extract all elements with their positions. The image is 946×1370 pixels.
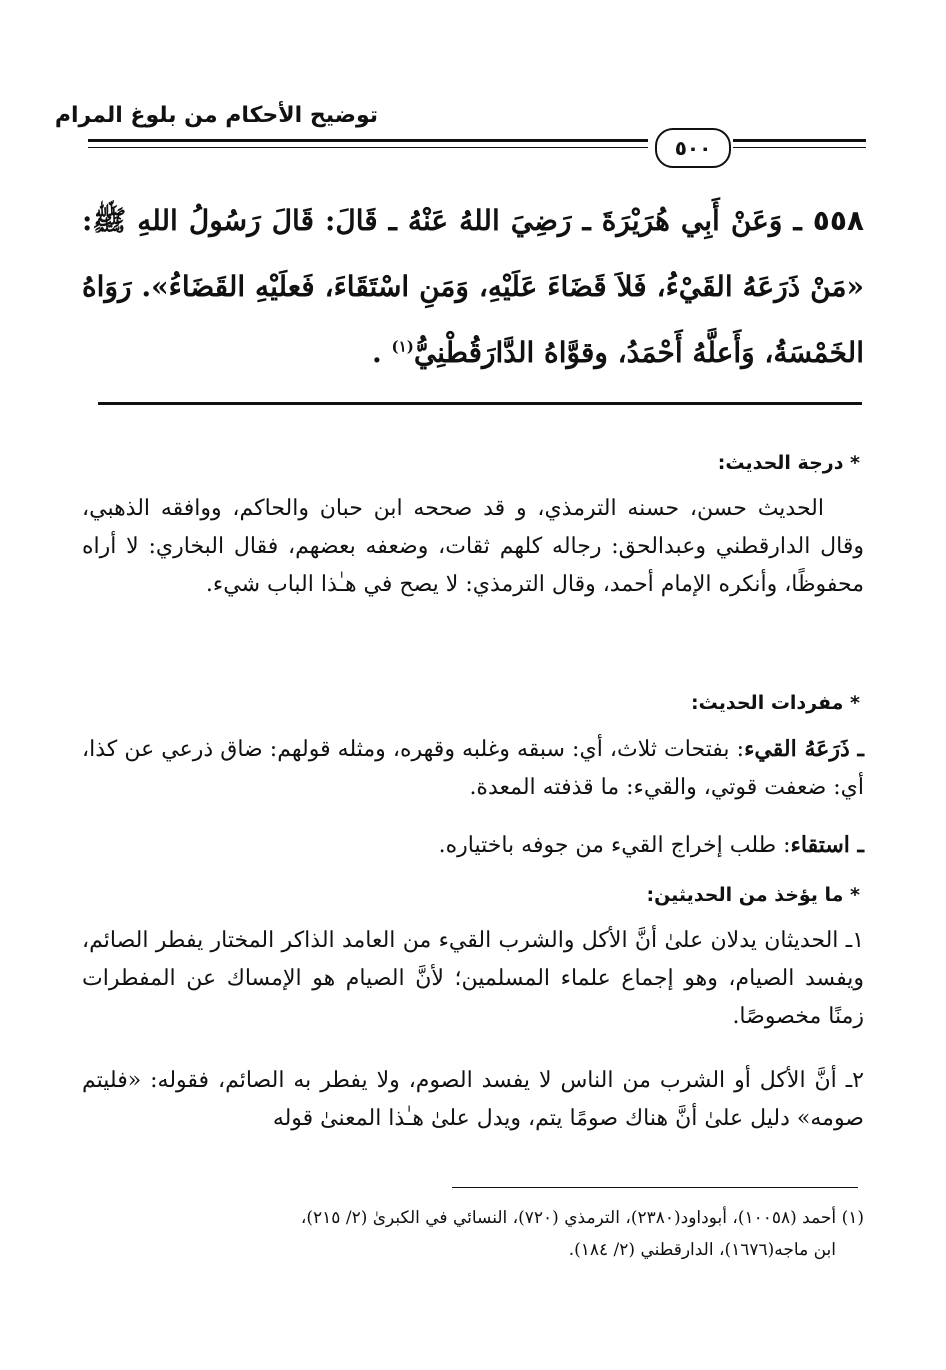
hadith-narration: . رَوَاهُ الخَمْسَةُ، وَأَعلَّهُ أَحْمَدُ، وقوَّاهُ الدَّارَقُطْنِيُّ bbox=[82, 270, 864, 369]
hadith-end: . bbox=[372, 336, 392, 369]
heading-lessons: * ما يؤخذ من الحديثين: bbox=[646, 884, 860, 906]
salutation-glyph: ﷺ bbox=[92, 204, 127, 237]
vocab-term: ـ استقاء bbox=[790, 832, 864, 858]
footnote-marker: (١) bbox=[841, 1208, 864, 1228]
page-number-badge: ٥٠٠ bbox=[655, 128, 731, 168]
lesson-item bbox=[82, 1062, 864, 1138]
footnote-rule bbox=[452, 1187, 858, 1188]
vocab-term: ـ ذَرَعَهُ القيء bbox=[744, 736, 864, 762]
header-rule-right-thin bbox=[733, 147, 866, 148]
footnote-line-2: ابن ماجه(١٦٧٦)، الدارقطني (٢/ ١٨٤). bbox=[568, 1240, 836, 1260]
header-rule-right bbox=[733, 139, 866, 142]
footnote-marker-ref: (١) bbox=[391, 337, 414, 356]
section-divider bbox=[98, 402, 862, 405]
lesson-number: ٢ـ bbox=[845, 1068, 864, 1093]
heading-vocab: * مفردات الحديث: bbox=[691, 692, 860, 714]
hadith-text bbox=[82, 188, 864, 386]
footnote-text-1: أحمد (١٠٠٥٨)، أبوداود(٢٣٨٠)، الترمذي (٧٢٠)، النسائي في الكبرىٰ (٢/ ٢١٥)، bbox=[300, 1208, 837, 1228]
header-rule-left-thin bbox=[88, 147, 648, 148]
lesson-text: أنَّ الأكل أو الشرب من الناس لا يفسد الصوم، ولا يفطر به الصائم، فقوله: «فليتم صومه» دليل علىٰ أنَّ هناك صومًا يتم، ويدل علىٰ هـٰذا المعنىٰ قوله bbox=[82, 1068, 864, 1131]
vocab-item bbox=[82, 826, 864, 865]
vocab-item bbox=[82, 730, 864, 807]
footnote-line-1 bbox=[82, 1202, 864, 1234]
hadith-number: ٥٥٨ bbox=[812, 204, 865, 237]
footnote bbox=[82, 1202, 864, 1266]
header-rule-left bbox=[88, 139, 648, 142]
lesson-item bbox=[82, 922, 864, 1036]
running-title: توضيح الأحكام من بلوغ المرام bbox=[54, 103, 378, 128]
hadith-quote: : «مَنْ ذَرَعَهُ القَيْءُ، فَلاَ قَضَاءَ عَلَيْهِ، وَمَنِ اسْتَقَاءَ، فَعلَيْهِ القَضَاءُ» bbox=[82, 204, 864, 303]
grade-text: الحديث حسن، حسنه الترمذي، و قد صححه ابن حبان والحاكم، ووافقه الذهبي، وقال الدارقطني وعبدالحق: رجاله كلهم ثقات، وضعفه بعضهم، فقال البخاري: لا أراه محفوظًا، وأنكره الإمام أحمد، وقال الترمذي: لا يصح في هـٰذا الباب شيء. bbox=[82, 496, 864, 597]
lesson-number: ١ـ bbox=[845, 928, 865, 953]
vocab-definition: : طلب إخراج القيء من جوفه باختياره. bbox=[438, 833, 791, 858]
lesson-text: الحديثان يدلان علىٰ أنَّ الأكل والشرب القيء من العامد الذاكر المختار يفطر الصائم، ويفسد الصيام، وهو إجماع علماء المسلمين؛ لأنَّ الصيام هو الإمساك عن المفطرات زمنًا مخصوصًا. bbox=[82, 928, 864, 1029]
hadith-line-1: ـ وَعَنْ أَبِي هُرَيْرَةَ ـ رَضِيَ اللهُ عَنْهُ ـ قَالَ: قَالَ رَسُولُ اللهِ bbox=[137, 204, 802, 237]
vocab-definition: : بفتحات ثلاث، أي: سبقه وغلبه وقهره، ومثله قولهم: ضاق ذرعي عن كذا، أي: ضعفت قوتي، والقيء: ما قذفته المعدة. bbox=[82, 737, 864, 800]
heading-grade: * درجة الحديث: bbox=[717, 452, 860, 474]
